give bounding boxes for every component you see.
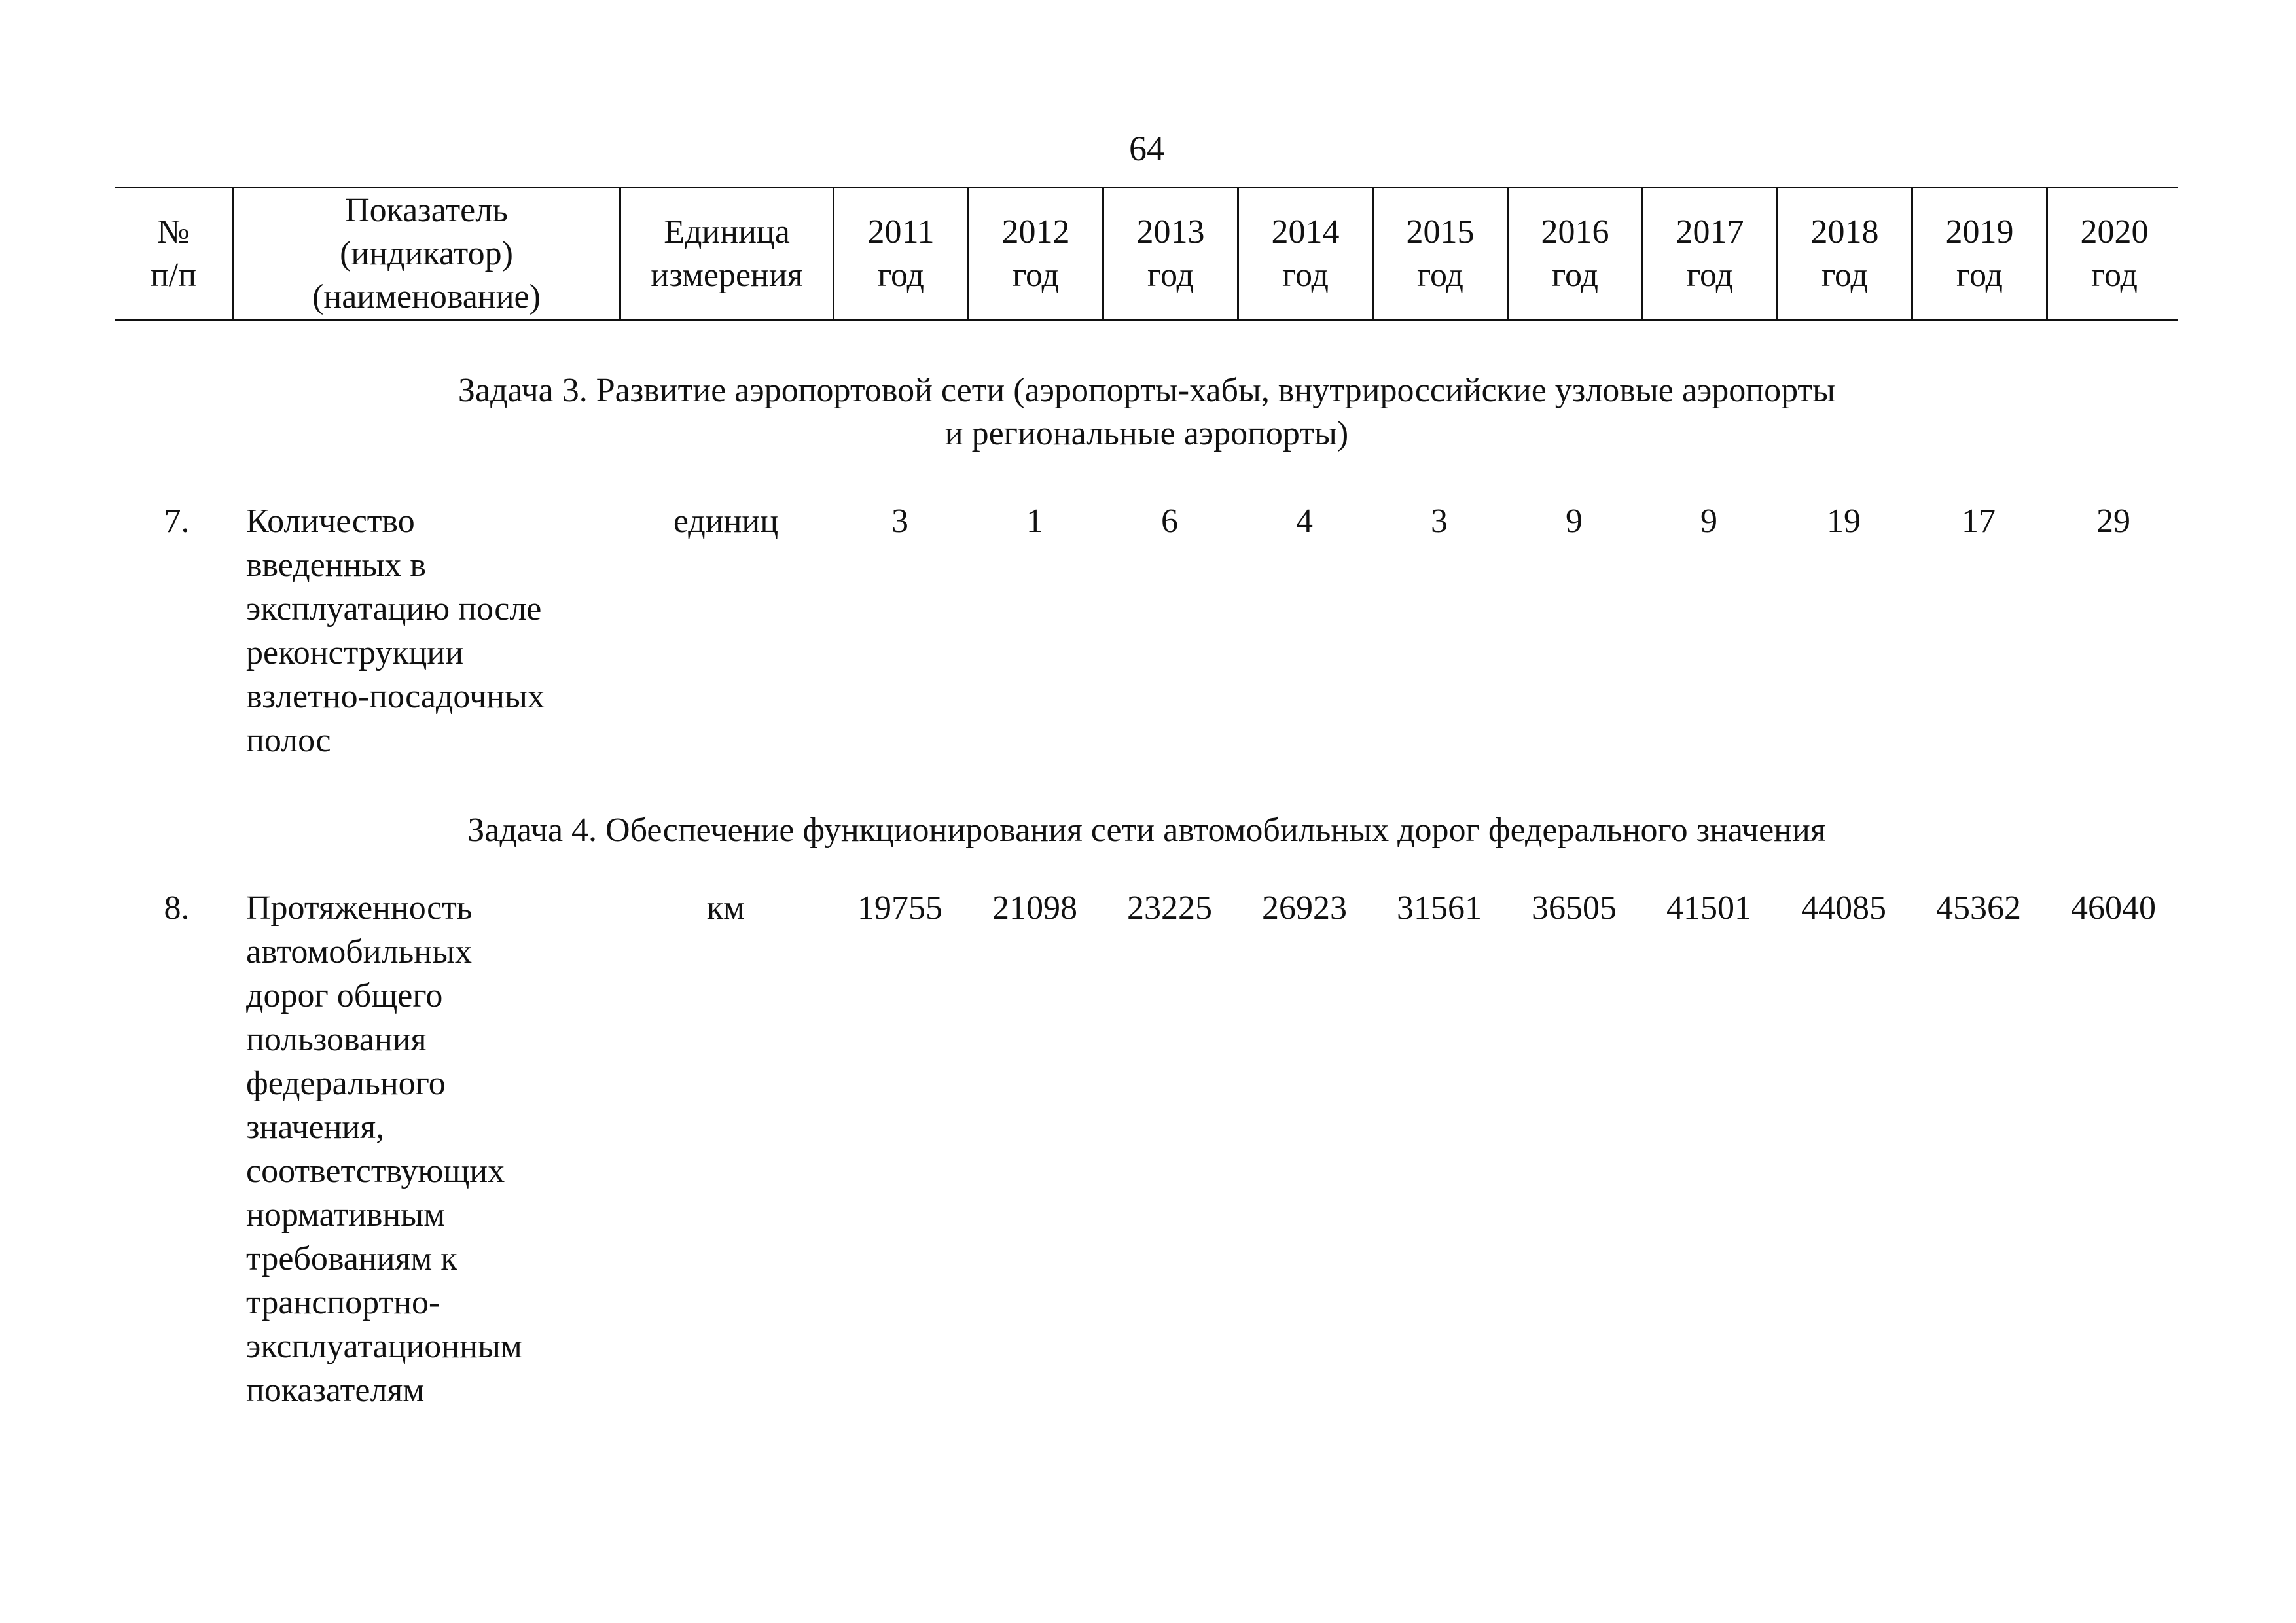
row-value-2016: 9: [1566, 503, 1583, 540]
header-year: 2013: [1136, 213, 1205, 251]
table-row-8: [115, 886, 2178, 1412]
indicator-name-line: соответствующих: [246, 1152, 505, 1190]
header-indicator-line: (наименование): [312, 278, 541, 315]
header-year-2011: [833, 188, 967, 319]
header-year-suffix: год: [877, 257, 924, 294]
indicator-name-line: эксплуатацию после: [246, 590, 542, 628]
header-year: 2014: [1271, 213, 1340, 251]
task-title-line: Задача 3. Развитие аэропортовой сети (аэропорты-хабы, внутрироссийские узловые аэропорты: [457, 372, 1836, 409]
header-indicator: [232, 188, 619, 319]
header-year: 2019: [1945, 213, 2014, 251]
indicator-name-line: эксплуатационным: [246, 1328, 522, 1365]
indicator-name-line: пользования: [246, 1021, 427, 1058]
indicator-name-line: федерального: [246, 1065, 446, 1102]
header-year: 2011: [867, 213, 935, 251]
row-unit: единиц: [673, 503, 779, 540]
indicator-name-line: взлетно-посадочных: [246, 678, 545, 715]
row-indicator-name: [232, 886, 619, 1412]
header-year-suffix: год: [1687, 257, 1733, 294]
task-title-line: Задача 4. Обеспечение функционирования сети автомобильных дорог федерального значения: [467, 812, 1826, 849]
row-value-2016: 36505: [1532, 889, 1617, 927]
header-number: [115, 188, 232, 319]
task-3-title: [115, 369, 2178, 455]
row-value-2012: 21098: [992, 889, 1077, 927]
indicator-name-line: введенных в: [246, 546, 426, 584]
row-number: 7.: [164, 503, 190, 540]
header-year-suffix: год: [1552, 257, 1598, 294]
header-indicator-line: (индикатор): [340, 235, 513, 272]
header-year: 2018: [1810, 213, 1879, 251]
header-year: 2020: [2080, 213, 2149, 251]
header-year-suffix: год: [2091, 257, 2138, 294]
indicator-name-line: Количество: [246, 503, 415, 540]
row-value-2011: 19755: [857, 889, 942, 927]
header-year: 2012: [1001, 213, 1070, 251]
header-year-2016: [1507, 188, 1641, 319]
header-year-suffix: год: [1147, 257, 1194, 294]
table-row-7: [115, 499, 2178, 762]
indicator-name-line: реконструкции: [246, 634, 464, 671]
indicator-name-line: значения,: [246, 1109, 385, 1146]
header-year-suffix: год: [1013, 257, 1059, 294]
task-4-title: [115, 809, 2178, 852]
row-value-2019: 45362: [1936, 889, 2021, 927]
row-indicator-name: [232, 499, 619, 762]
row-value-2012: 1: [1026, 503, 1043, 540]
header-year: 2017: [1676, 213, 1744, 251]
row-value-2011: 3: [891, 503, 908, 540]
indicator-name-line: транспортно-: [246, 1284, 440, 1321]
header-indicator-line: Показатель: [345, 192, 508, 229]
header-year: 2015: [1406, 213, 1475, 251]
indicator-name-line: дорог общего: [246, 977, 443, 1014]
header-year-2017: [1641, 188, 1776, 319]
header-year: 2016: [1541, 213, 1609, 251]
page-number: 64: [1129, 129, 1164, 168]
row-value-2018: 44085: [1801, 889, 1886, 927]
row-value-2020: 46040: [2071, 889, 2156, 927]
row-value-2015: 31561: [1397, 889, 1482, 927]
header-year-suffix: год: [1417, 257, 1463, 294]
task-title-line: и региональные аэропорты): [944, 415, 1349, 452]
header-unit-line: измерения: [651, 257, 803, 294]
header-year-2019: [1911, 188, 2046, 319]
row-number: 8.: [164, 889, 190, 927]
indicator-name-line: автомобильных: [246, 933, 473, 971]
header-year-2013: [1102, 188, 1237, 319]
table-header: [115, 187, 2178, 321]
indicator-name-line: показателям: [246, 1372, 425, 1409]
row-unit: км: [706, 889, 745, 927]
row-value-2017: 41501: [1666, 889, 1751, 927]
header-number-line: №: [157, 213, 190, 251]
row-value-2017: 9: [1700, 503, 1717, 540]
row-value-2014: 4: [1296, 503, 1313, 540]
row-value-2014: 26923: [1262, 889, 1347, 927]
row-value-2020: 29: [2096, 503, 2130, 540]
row-value-2013: 23225: [1127, 889, 1212, 927]
indicator-name-line: требованиям к: [246, 1240, 457, 1277]
header-number-line: п/п: [150, 257, 197, 294]
header-year-suffix: год: [1282, 257, 1329, 294]
indicator-name-line: полос: [246, 722, 331, 759]
row-value-2013: 6: [1161, 503, 1178, 540]
indicator-name-line: нормативным: [246, 1196, 446, 1234]
header-year-suffix: год: [1821, 257, 1868, 294]
header-year-suffix: год: [1956, 257, 2003, 294]
row-value-2019: 17: [1962, 503, 1996, 540]
row-value-2018: 19: [1827, 503, 1861, 540]
row-value-2015: 3: [1431, 503, 1448, 540]
header-year-2018: [1776, 188, 1911, 319]
header-unit: [619, 188, 833, 319]
header-year-2020: [2046, 188, 2181, 319]
header-unit-line: Единица: [664, 213, 790, 251]
header-year-2015: [1372, 188, 1507, 319]
header-year-2014: [1237, 188, 1372, 319]
header-year-2012: [967, 188, 1102, 319]
indicator-name-line: Протяженность: [246, 889, 473, 927]
